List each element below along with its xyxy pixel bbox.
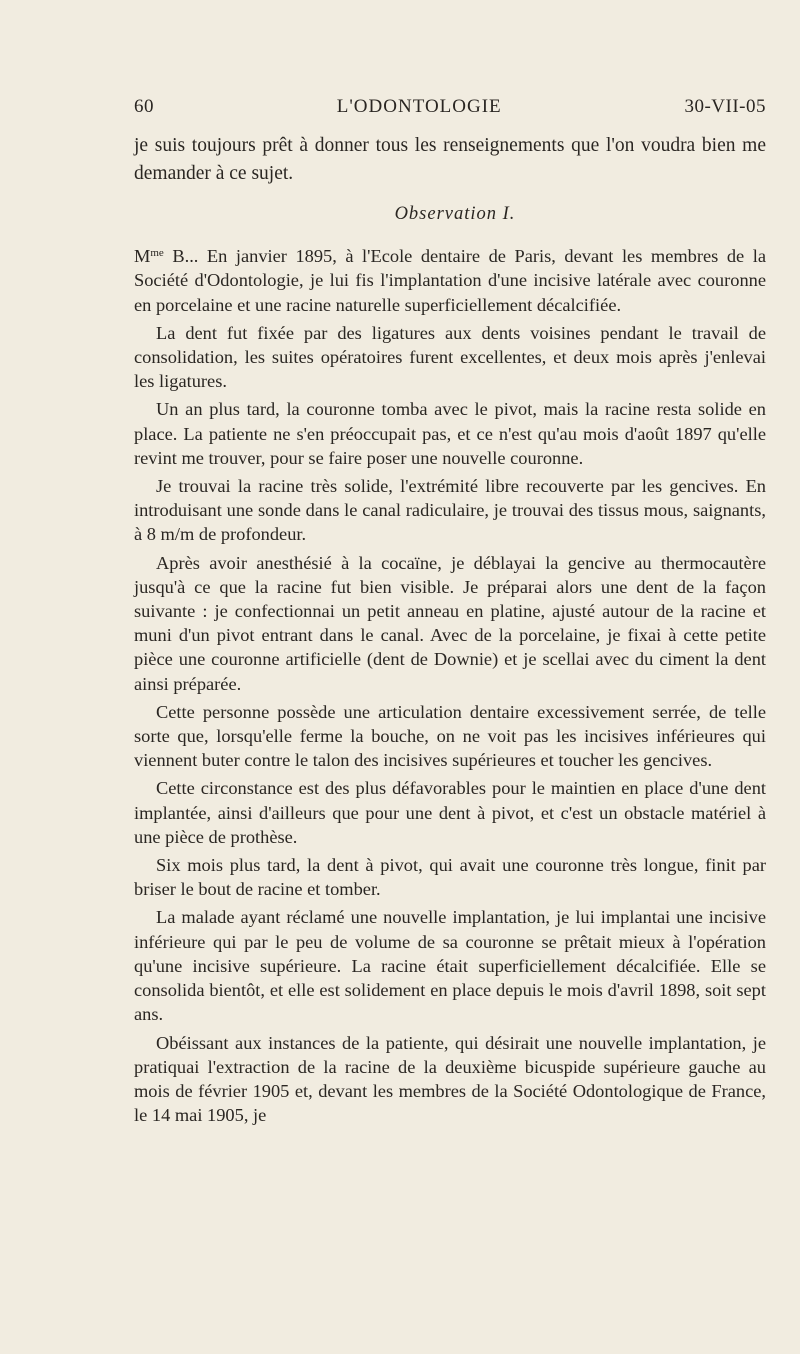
paragraph-2: La dent fut fixée par des ligatures aux dents voisines pendant le travail de consolidation, les suites opératoires furent excellentes, et deux mois après j'enlevai les ligatures. (134, 322, 766, 392)
journal-title: L'ODONTOLOGIE (336, 96, 502, 117)
body-text (134, 132, 766, 1127)
observation-heading: Observation I. (394, 204, 516, 224)
paragraph-1 (134, 244, 766, 317)
paragraph-1-text: B... En janvier 1895, à l'Ecole dentaire de Paris, devant les membres de la Société d'Odontologie, je lui fis l'implantation d'une incisive latérale avec couronne en porcelaine et une racine naturelle superficiellement décalcifiée. (134, 246, 766, 315)
paragraph-10: Obéissant aux instances de la patiente, qui désirait une nouvelle implantation, je pratiquai l'extraction de la racine de la deuxième bicuspide supérieure gauche au mois de février 1905 et, devant les membres de la Société Odontologique de France, le 14 mai 1905, je (134, 1032, 766, 1126)
page-number: 60 (134, 96, 154, 117)
paragraph-9: La malade ayant réclamé une nouvelle implantation, je lui implantai une incisive inférieure qui par le peu de volume de sa couronne se prêtait mieux à l'opération qu'une incisive supérieure. La racine était superficiellement décalcifiée. Elle se consolida bientôt, et elle est solidement en place depuis le mois d'avril 1898, soit sept ans. (134, 907, 766, 1025)
intro-paragraph: je suis toujours prêt à donner tous les renseignements que l'on voudra bien me demander à ce sujet. (134, 135, 766, 184)
title-prefix: M (134, 246, 151, 267)
paragraph-5: Après avoir anesthésié à la cocaïne, je déblayai la gencive au thermocautère jusqu'à ce que la racine fut bien visible. Je préparai alors une dent de la façon suivante : je confectionnai un petit anneau en platine, ajusté autour de la racine et muni d'un pivot entrant dans le canal. Avec de la porcelaine, je fixai à cette petite pièce une couronne artificielle (dent de Downie) et je scellai avec du ciment la dent ainsi préparée. (134, 552, 766, 694)
paragraph-3: Un an plus tard, la couronne tomba avec le pivot, mais la racine resta solide en place. La patiente ne s'en préoccupait pas, et ce n'est qu'au mois d'août 1897 qu'elle revint me trouver, pour se faire poser une nouvelle couronne. (134, 399, 766, 468)
running-header (134, 96, 766, 118)
issue-date: 30-VII-05 (684, 96, 766, 117)
paragraph-6: Cette personne possède une articulation dentaire excessivement serrée, de telle sorte que, lorsqu'elle ferme la bouche, on ne voit pas les incisives inférieures qui viennent buter contre le talon des incisives supérieures et toucher les gencives. (134, 701, 766, 771)
paragraph-8: Six mois plus tard, la dent à pivot, qui avait une couronne très longue, finit par briser le bout de racine et tomber. (134, 855, 766, 900)
title-superscript: me (150, 247, 164, 260)
paragraph-4: Je trouvai la racine très solide, l'extrémité libre recouverte par les gencives. En introduisant une sonde dans le canal radiculaire, je trouvai des tissus mous, saignants, à 8 m/m de profondeur. (134, 476, 766, 545)
paragraph-7: Cette circonstance est des plus défavorables pour le maintien en place d'une dent implantée, ainsi d'ailleurs que pour une dent à pivot, et c'est un obstacle matériel à une pièce de prothèse. (134, 778, 766, 847)
